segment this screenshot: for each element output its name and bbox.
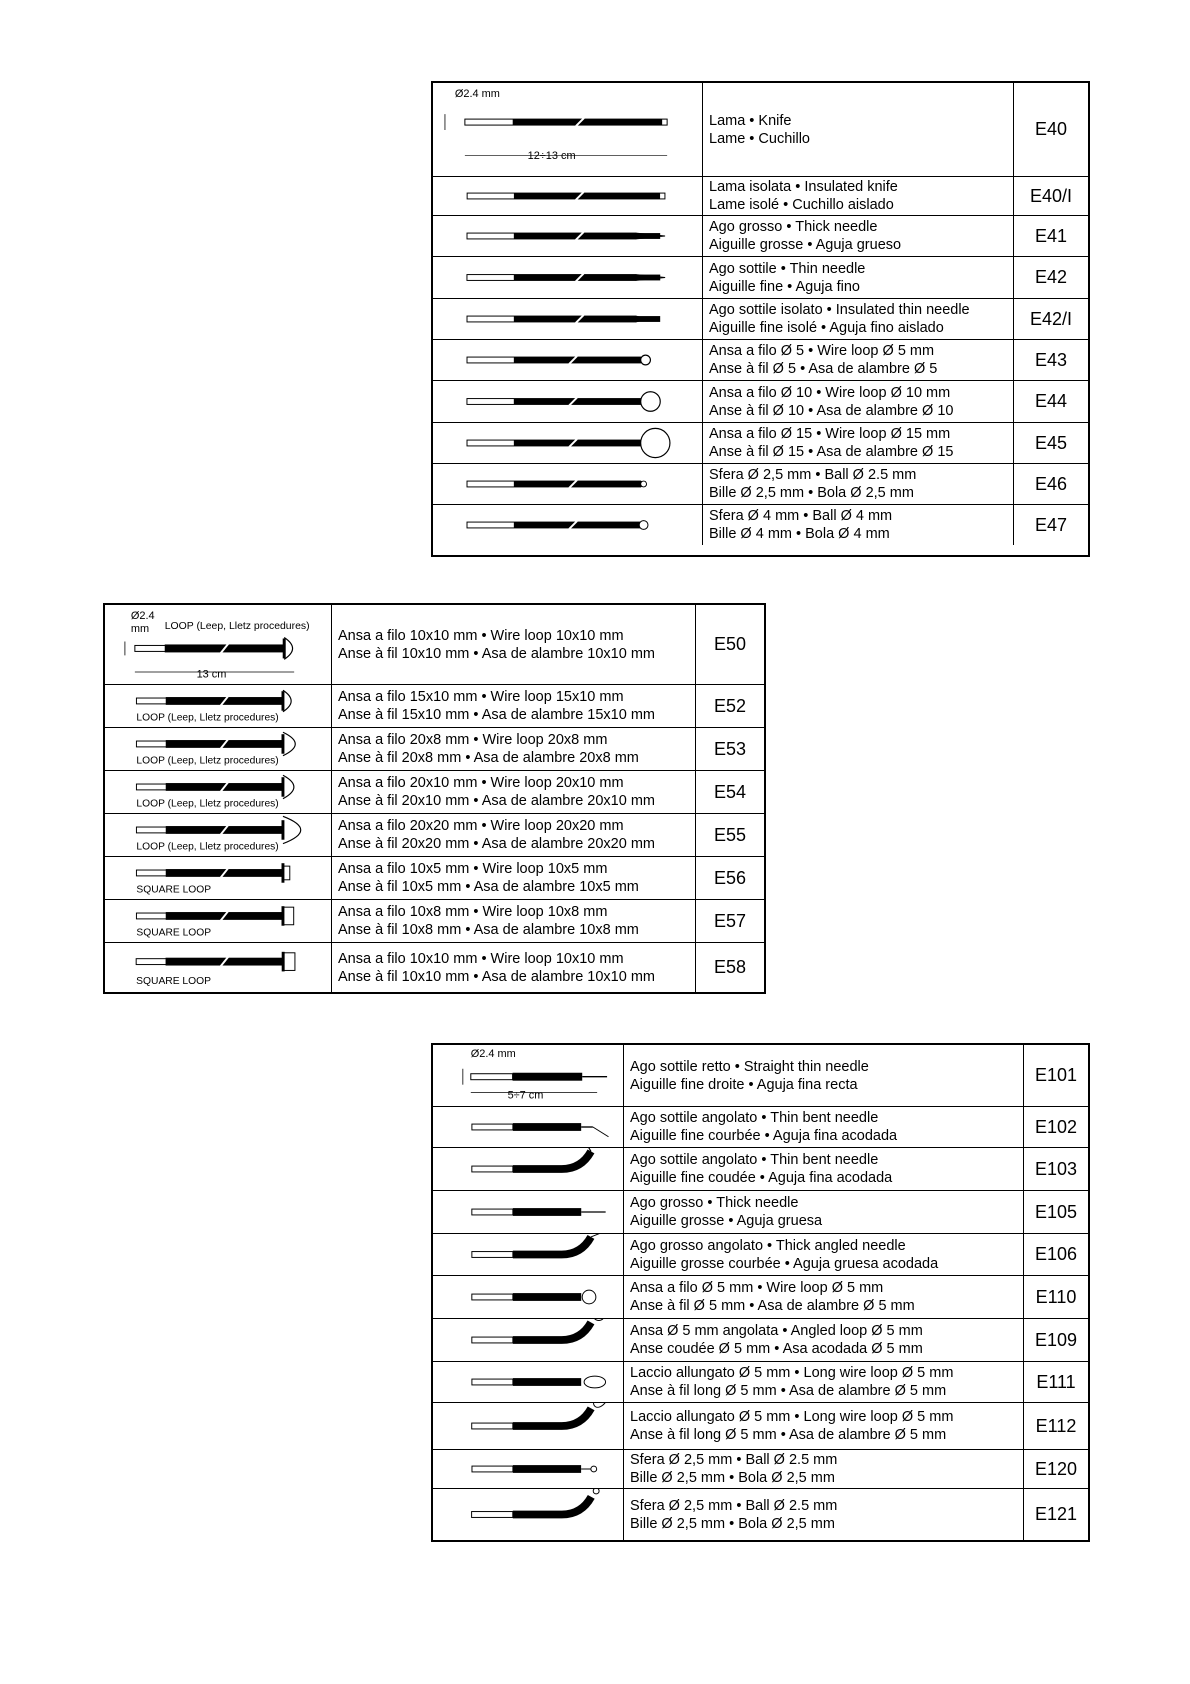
electrode-illustration <box>433 257 702 298</box>
electrode-illustration <box>433 340 702 380</box>
description-line-it-en: Ago sottile isolato • Insulated thin needle <box>709 302 970 318</box>
description-line-it-en: Ansa a filo 10x10 mm • Wire loop 10x10 mm <box>338 627 624 644</box>
shaft <box>471 1074 513 1080</box>
electrode-drawing <box>433 216 703 256</box>
table-row <box>433 256 1088 298</box>
table-row <box>433 1190 1088 1233</box>
wire-loop <box>283 775 294 798</box>
diameter-label: Ø2.4 mm <box>454 88 500 101</box>
description-line-fr-es: Anse à fil long Ø 5 mm • Asa de alambre Ø 5 mm <box>630 1383 947 1399</box>
ball-tip <box>593 1489 599 1494</box>
description-line-fr-es: Anse à fil 15x10 mm • Asa de alambre 15x10 mm <box>338 707 655 723</box>
table-row <box>433 1233 1088 1275</box>
description-line-it-en: Ansa a filo 20x10 mm • Wire loop 20x10 mm <box>338 775 624 791</box>
table-row <box>433 1147 1088 1190</box>
description-line-fr-es: Aiguille fine courbée • Aguja fina acodada <box>630 1128 898 1144</box>
description-cell <box>332 900 696 942</box>
electrode-illustration <box>433 1403 623 1449</box>
description-line-it-en: Laccio allungato Ø 5 mm • Long wire loop Ø 5 mm <box>630 1409 954 1425</box>
description-line-fr-es: Anse à fil Ø 15 • Asa de alambre Ø 15 <box>709 444 954 460</box>
length-label: 13 cm <box>196 668 227 681</box>
description-line-it-en: Ansa a filo 10x8 mm • Wire loop 10x8 mm <box>338 904 608 920</box>
product-code: E42/I <box>1029 308 1073 329</box>
table-row <box>105 856 764 899</box>
insulated-body <box>513 1293 581 1301</box>
long-wire-loop <box>584 1376 605 1388</box>
square-loop <box>284 953 295 971</box>
description-line-it-en: Ago sottile retto • Straight thin needle <box>630 1058 869 1075</box>
electrode-drawing <box>433 1191 624 1233</box>
electrode-drawing <box>433 423 703 463</box>
table-row <box>105 770 764 813</box>
electrode-drawing <box>105 728 332 770</box>
description-line-fr-es: Bille Ø 2,5 mm • Bola Ø 2,5 mm <box>630 1515 835 1532</box>
description-cell <box>703 423 1014 463</box>
description-line-fr-es: Aiguille grosse • Aguja gruesa <box>630 1213 823 1229</box>
product-code: E106 <box>1034 1244 1078 1264</box>
description-line-fr-es: Anse à fil 10x8 mm • Asa de alambre 10x8 mm <box>338 922 639 938</box>
shaft <box>472 1423 513 1429</box>
insulated-body <box>513 1465 581 1473</box>
insulated-body <box>513 1123 581 1131</box>
electrode-drawing <box>433 83 703 176</box>
insulated-body <box>513 1378 581 1386</box>
description-line-it-en: Laccio allungato Ø 5 mm • Long wire loop Ø 5 mm <box>630 1365 954 1381</box>
description-line-fr-es: Anse à fil Ø 10 • Asa de alambre Ø 10 <box>709 402 954 419</box>
product-code: E40 <box>1034 119 1068 139</box>
description-line-it-en: Ansa a filo 20x20 mm • Wire loop 20x20 mm <box>338 818 624 834</box>
loop-note: LOOP (Leep, Lletz procedures) <box>136 755 279 767</box>
electrode-illustration <box>433 381 702 422</box>
electrode-drawing <box>433 464 703 504</box>
needle-tip <box>593 1127 609 1137</box>
table-row <box>433 504 1088 545</box>
description-line-fr-es: Lame • Cuchillo <box>709 130 810 147</box>
electrode-drawing <box>433 1276 624 1318</box>
product-code: E53 <box>713 738 747 759</box>
electrode-illustration <box>433 1107 623 1147</box>
electrode-drawing <box>433 1362 624 1402</box>
description-line-fr-es: Aiguille grosse courbée • Aguja gruesa acodada <box>630 1255 939 1272</box>
description-line-fr-es: Anse à fil 10x10 mm • Asa de alambre 10x10 mm <box>338 645 655 662</box>
table-row <box>433 1045 1088 1106</box>
description-cell <box>624 1234 1024 1275</box>
shaft <box>472 1124 513 1130</box>
electrode-drawing <box>433 1319 624 1361</box>
description-line-it-en: Ansa a filo 10x10 mm • Wire loop 10x10 mm <box>338 950 624 967</box>
product-code: E54 <box>713 781 747 802</box>
description-line-fr-es: Anse à fil 20x20 mm • Asa de alambre 20x20 mm <box>338 836 655 852</box>
electrode-illustration <box>105 814 331 856</box>
description-cell <box>703 257 1014 298</box>
product-code: E121 <box>1034 1504 1078 1524</box>
description-line-fr-es: Lame isolé • Cuchillo aislado <box>709 197 894 213</box>
product-code: E42 <box>1034 267 1068 287</box>
electrode-illustration <box>433 216 702 256</box>
description-line-fr-es: Anse à fil 20x10 mm • Asa de alambre 20x10 mm <box>338 793 655 809</box>
description-cell <box>703 216 1014 256</box>
loop-note: LOOP (Leep, Lletz procedures) <box>136 798 279 810</box>
description-line-fr-es: Anse à fil long Ø 5 mm • Asa de alambre Ø 5 mm <box>630 1427 947 1443</box>
description-line-it-en: Ago grosso angolato • Thick angled needle <box>630 1237 906 1254</box>
bent-body <box>513 1322 591 1340</box>
description-cell <box>332 814 696 856</box>
shaft <box>472 1379 513 1385</box>
loop-note: LOOP (Leep, Lletz procedures) <box>136 712 279 724</box>
loop-note: LOOP (Leep, Lletz procedures) <box>136 841 279 853</box>
description-line-it-en: Sfera Ø 4 mm • Ball Ø 4 mm <box>709 508 893 524</box>
square-loop-note: SQUARE LOOP <box>136 976 212 988</box>
electrode-drawing <box>433 1450 624 1488</box>
electrode-illustration <box>433 299 702 339</box>
table-row <box>105 605 764 684</box>
description-line-fr-es: Anse à fil 20x8 mm • Asa de alambre 20x8 mm <box>338 750 639 766</box>
electrode-drawing <box>105 900 332 942</box>
product-code: E110 <box>1035 1286 1077 1307</box>
description-cell <box>332 685 696 727</box>
description-cell <box>703 299 1014 339</box>
loop-note: LOOP (Leep, Lletz procedures) <box>164 621 310 633</box>
wire-loop <box>641 428 670 457</box>
description-line-fr-es: Aiguille fine • Aguja fino <box>709 278 860 295</box>
shaft <box>472 1294 513 1300</box>
needle-tip <box>591 1234 611 1237</box>
ball-tip <box>641 481 647 487</box>
electrode-drawing <box>433 505 703 545</box>
description-line-fr-es: Aiguille grosse • Aguja grueso <box>709 237 902 253</box>
table-row <box>433 339 1088 380</box>
insulated-body <box>513 119 662 125</box>
table-row <box>433 1449 1088 1488</box>
wire-loop <box>641 392 661 412</box>
table-row <box>433 1275 1088 1318</box>
electrode-drawing <box>433 381 703 422</box>
description-line-it-en: Sfera Ø 2,5 mm • Ball Ø 2.5 mm <box>709 467 917 483</box>
product-code: E55 <box>713 824 747 845</box>
description-line-fr-es: Bille Ø 4 mm • Bola Ø 4 mm <box>709 526 890 542</box>
description-cell <box>703 464 1014 504</box>
description-cell <box>332 605 696 684</box>
product-code: E41 <box>1034 225 1068 246</box>
table-row <box>105 813 764 856</box>
description-cell <box>624 1276 1024 1318</box>
electrode-illustration <box>105 728 331 770</box>
product-code: E44 <box>1034 391 1068 411</box>
product-code: E40/I <box>1029 185 1073 206</box>
electrode-table-2 <box>103 603 766 994</box>
description-line-fr-es: Anse coudée Ø 5 mm • Asa acodada Ø 5 mm <box>630 1341 923 1357</box>
insulated-body <box>514 193 660 199</box>
table-row <box>433 215 1088 256</box>
electrode-drawing <box>105 605 332 684</box>
electrode-table-3 <box>431 1043 1090 1542</box>
description-line-fr-es: Anse à fil Ø 5 mm • Asa de alambre Ø 5 mm <box>630 1298 915 1314</box>
description-line-it-en: Ansa a filo Ø 10 • Wire loop Ø 10 mm <box>709 384 951 401</box>
description-line-it-en: Sfera Ø 2,5 mm • Ball Ø 2.5 mm <box>630 1452 838 1468</box>
insulated-body <box>514 440 646 446</box>
electrode-drawing <box>433 177 703 215</box>
square-loop <box>284 866 290 880</box>
electrode-drawing <box>433 1403 624 1449</box>
bent-body <box>513 1237 591 1255</box>
product-code: E111 <box>1036 1371 1076 1392</box>
table-row <box>433 1402 1088 1449</box>
shaft <box>472 1252 513 1258</box>
table-row <box>433 422 1088 463</box>
product-code: E52 <box>713 695 747 716</box>
diameter-label: Ø2.4 <box>130 610 155 623</box>
electrode-illustration <box>105 943 331 992</box>
bent-body <box>513 1497 591 1515</box>
electrode-drawing <box>433 1045 624 1106</box>
table-row <box>433 1488 1088 1540</box>
electrode-illustration <box>105 900 331 942</box>
table-row <box>105 727 764 770</box>
electrode-illustration <box>433 505 702 545</box>
shaft <box>472 1512 513 1518</box>
product-code: E56 <box>713 867 747 888</box>
shaft <box>472 1209 513 1215</box>
electrode-illustration <box>433 1191 623 1233</box>
product-code: E50 <box>713 634 747 654</box>
description-cell <box>332 943 696 992</box>
description-cell <box>703 505 1014 545</box>
description-line-it-en: Ansa a filo Ø 5 • Wire loop Ø 5 mm <box>709 343 935 359</box>
description-cell <box>703 381 1014 422</box>
insulated-body <box>514 357 646 363</box>
electrode-drawing <box>433 340 703 380</box>
insulated-body <box>514 481 646 487</box>
table-row <box>105 942 764 992</box>
description-cell <box>332 857 696 899</box>
electrode-drawing <box>105 814 332 856</box>
description-cell <box>624 1450 1024 1488</box>
description-cell <box>624 1148 1024 1190</box>
table-row <box>433 298 1088 339</box>
description-line-it-en: Ago grosso • Thick needle <box>709 219 878 235</box>
electrode-illustration <box>433 1489 623 1540</box>
electrode-illustration <box>433 177 702 215</box>
description-line-fr-es: Aiguille fine isolé • Aguja fino aislado <box>709 320 944 336</box>
electrode-drawing <box>433 257 703 298</box>
description-cell <box>703 177 1014 215</box>
insulated-body <box>514 275 660 281</box>
diameter-unit: mm <box>130 623 150 636</box>
description-cell <box>332 728 696 770</box>
description-line-it-en: Lama isolata • Insulated knife <box>709 179 898 195</box>
description-cell <box>332 771 696 813</box>
electrode-drawing <box>433 1234 624 1275</box>
description-line-fr-es: Anse à fil 10x10 mm • Asa de alambre 10x10 mm <box>338 968 655 985</box>
description-line-it-en: Ansa a filo 15x10 mm • Wire loop 15x10 mm <box>338 689 624 705</box>
electrode-table-1 <box>431 81 1090 557</box>
bent-body <box>513 1408 591 1426</box>
description-line-it-en: Ansa a filo 20x8 mm • Wire loop 20x8 mm <box>338 732 608 748</box>
description-line-it-en: Ansa Ø 5 mm angolata • Angled loop Ø 5 mm <box>630 1323 923 1339</box>
table-row <box>105 899 764 942</box>
length-label: 12÷13 cm <box>527 150 576 163</box>
electrode-illustration <box>433 423 702 463</box>
description-line-fr-es: Aiguille fine droite • Aguja fina recta <box>630 1076 858 1093</box>
description-line-fr-es: Bille Ø 2,5 mm • Bola Ø 2,5 mm <box>709 485 914 501</box>
table-row <box>433 83 1088 176</box>
shaft <box>472 1337 513 1343</box>
bent-body <box>513 1151 591 1169</box>
square-loop <box>284 907 294 925</box>
electrode-drawing <box>433 299 703 339</box>
description-cell <box>624 1489 1024 1540</box>
long-wire-loop <box>590 1403 611 1410</box>
shaft <box>472 1166 513 1172</box>
table-row <box>105 684 764 727</box>
description-line-fr-es: Bille Ø 2,5 mm • Bola Ø 2,5 mm <box>630 1470 835 1486</box>
product-code: E57 <box>713 910 747 931</box>
product-code: E109 <box>1034 1329 1078 1350</box>
electrode-drawing <box>105 685 332 727</box>
electrode-illustration <box>433 1362 623 1402</box>
product-code: E120 <box>1034 1458 1078 1479</box>
description-line-fr-es: Aiguille fine coudée • Aguja fina acodada <box>630 1170 893 1186</box>
product-code: E112 <box>1035 1415 1077 1436</box>
electrode-drawing <box>433 1489 624 1540</box>
description-cell <box>624 1191 1024 1233</box>
length-label: 5÷7 cm <box>507 1089 544 1102</box>
table-row <box>433 1106 1088 1147</box>
square-loop-note: SQUARE LOOP <box>136 927 212 939</box>
table-row <box>433 176 1088 215</box>
table-row <box>433 463 1088 504</box>
electrode-illustration <box>433 1045 623 1106</box>
description-line-it-en: Lama • Knife <box>709 112 792 129</box>
description-line-fr-es: Anse à fil Ø 5 • Asa de alambre Ø 5 <box>709 361 938 377</box>
wire-loop <box>593 1319 605 1320</box>
description-line-it-en: Ago sottile angolato • Thin bent needle <box>630 1110 879 1126</box>
description-line-fr-es: Anse à fil 10x5 mm • Asa de alambre 10x5 mm <box>338 879 639 895</box>
product-code: E45 <box>1034 432 1068 453</box>
electrode-illustration <box>433 1148 623 1190</box>
description-cell <box>624 1403 1024 1449</box>
ball-tip <box>591 1466 597 1472</box>
product-code: E43 <box>1034 349 1068 370</box>
product-code: E46 <box>1034 473 1068 494</box>
electrode-drawing <box>433 1107 624 1147</box>
description-line-it-en: Ansa a filo 10x5 mm • Wire loop 10x5 mm <box>338 861 608 877</box>
shaft <box>472 1466 513 1472</box>
product-code: E101 <box>1034 1065 1078 1085</box>
description-cell <box>624 1319 1024 1361</box>
description-cell <box>624 1045 1024 1106</box>
electrode-illustration <box>105 685 331 727</box>
insulated-body <box>514 522 646 528</box>
electrode-drawing <box>105 771 332 813</box>
product-code: E105 <box>1034 1201 1078 1222</box>
table-row <box>433 1318 1088 1361</box>
description-cell <box>624 1107 1024 1147</box>
electrode-illustration <box>433 1319 623 1361</box>
electrode-drawing <box>105 857 332 899</box>
electrode-illustration <box>433 1234 623 1275</box>
electrode-illustration <box>433 464 702 504</box>
electrode-drawing <box>105 943 332 992</box>
wire-loop <box>641 355 651 365</box>
electrode-illustration <box>433 1450 623 1488</box>
description-line-it-en: Ansa a filo Ø 5 mm • Wire loop Ø 5 mm <box>630 1280 884 1296</box>
wire-loop <box>283 816 301 843</box>
square-loop-note: SQUARE LOOP <box>136 884 212 896</box>
wire-loop <box>582 1290 596 1304</box>
table-row <box>433 1361 1088 1402</box>
insulated-body <box>513 1208 581 1216</box>
description-line-it-en: Ago sottile angolato • Thin bent needle <box>630 1152 879 1168</box>
description-line-it-en: Sfera Ø 2,5 mm • Ball Ø 2.5 mm <box>630 1497 838 1514</box>
description-line-it-en: Ago sottile • Thin needle <box>709 260 866 277</box>
insulated-body <box>514 399 646 405</box>
product-code: E47 <box>1034 514 1068 535</box>
electrode-illustration <box>433 83 702 176</box>
table-row <box>433 380 1088 422</box>
product-code: E102 <box>1034 1116 1078 1137</box>
description-cell <box>703 340 1014 380</box>
insulated-body <box>514 233 660 239</box>
description-line-it-en: Ansa a filo Ø 15 • Wire loop Ø 15 mm <box>709 426 951 442</box>
electrode-drawing <box>433 1148 624 1190</box>
diameter-label: Ø2.4 mm <box>470 1048 516 1061</box>
description-cell <box>703 83 1014 176</box>
insulated-body <box>513 1073 583 1081</box>
wire-loop <box>283 732 295 755</box>
electrode-illustration <box>105 857 331 899</box>
product-code: E103 <box>1034 1158 1078 1179</box>
electrode-illustration <box>105 605 331 684</box>
description-line-it-en: Ago grosso • Thick needle <box>630 1195 799 1211</box>
electrode-illustration <box>105 771 331 813</box>
ball-tip <box>639 521 648 530</box>
electrode-illustration <box>433 1276 623 1318</box>
product-code: E58 <box>713 957 747 977</box>
description-cell <box>624 1362 1024 1402</box>
